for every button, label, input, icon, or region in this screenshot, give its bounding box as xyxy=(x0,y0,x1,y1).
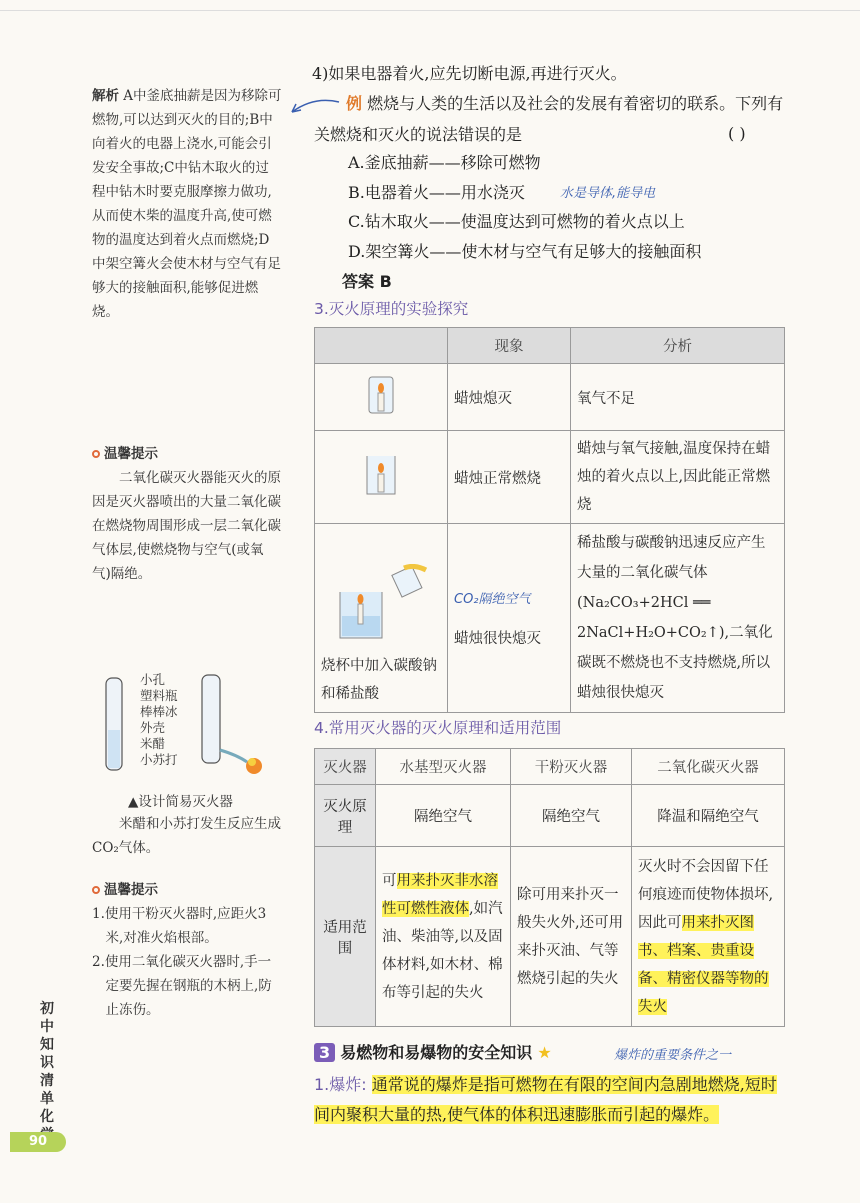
t2-principle-powder: 隔绝空气 xyxy=(511,785,632,847)
section-number-badge: 3 xyxy=(314,1043,335,1062)
candle-beaker-icon xyxy=(361,450,401,500)
top-rule xyxy=(0,10,860,11)
t1-head-0 xyxy=(315,328,448,364)
sec4-title: 4.常用灭火器的灭火原理和适用范围 xyxy=(314,719,562,737)
t2-scope-co2-a: 灭火时不会因留下任何痕迹而使物体损坏,因此可 xyxy=(638,858,774,931)
t2-head-1: 水基型灭火器 xyxy=(376,749,511,785)
beaker-pour-icon xyxy=(326,564,436,644)
hand-note-star: 爆炸的重要条件之一 xyxy=(614,1048,732,1063)
answer: 答案 B xyxy=(342,272,392,291)
fig-label-hole: 小孔 xyxy=(140,672,166,687)
candle-covered-icon xyxy=(361,373,401,417)
fig-caption: ▲设计简易灭火器 xyxy=(128,794,233,810)
fig-labels xyxy=(140,672,184,768)
t2-scope-water xyxy=(376,847,511,1027)
t2-principle-label: 灭火原理 xyxy=(315,785,376,847)
option-a: A.釜底抽薪——移除可燃物 xyxy=(348,153,541,172)
t2-scope-water-b: ,如汽油、柴油等,以及固体材料,如木材、棉布等引起的失火 xyxy=(382,900,503,1001)
answer-paren: ( ) xyxy=(728,124,746,143)
line-4: 4)如果电器着火,应先切断电源,再进行灭火。 xyxy=(312,64,627,83)
t1-r3-phen xyxy=(448,524,571,713)
t1-r3-phen-text: 蜡烛很快熄灭 xyxy=(454,631,541,647)
arrow-to-analysis xyxy=(284,94,344,122)
t1-head-1: 现象 xyxy=(448,328,571,364)
analysis-block xyxy=(92,84,282,324)
t2-principle-co2: 降温和隔绝空气 xyxy=(632,785,785,847)
option-d: D.架空篝火——使木材与空气有足够大的接触面积 xyxy=(348,241,702,261)
analysis-text: A中釜底抽薪是因为移除可燃物,可以达到灭火的目的;B中向着火的电器上浇水,可能会引发安全事故;C中钻木取火的过程中钻木时要克服摩擦力做功,从而使木柴的温度升高,使可燃物的温度达到着火点而燃烧;D中架空篝火会使木材与空气有足够大的接触面积,能够促进燃烧。 xyxy=(92,88,282,320)
extinguisher-table xyxy=(314,748,785,1027)
section3-heading xyxy=(314,1040,552,1063)
t2-scope-co2-hl: 用来扑灭图书、档案、贵重设备、精密仪器等物的失火 xyxy=(638,914,769,1015)
hand-note-b: 水是导体,能导电 xyxy=(560,186,656,201)
t2-scope-powder: 除可用来扑灭一般失火外,还可用来扑灭油、气等燃烧引起的失火 xyxy=(511,847,632,1027)
fig-label-bottle: 塑料瓶 xyxy=(140,688,178,703)
explosion-block xyxy=(314,1070,788,1130)
t1-r1-phen: 蜡烛熄灭 xyxy=(448,364,571,431)
fig-label-soda: 小苏打 xyxy=(140,752,178,767)
option-b: B.电器着火——用水浇灭 xyxy=(348,182,525,202)
option-c: C.钻木取火——使温度达到可燃物的着火点以上 xyxy=(348,212,685,231)
t1-r2-anal: 蜡烛与氧气接触,温度保持在蜡烛的着火点以上,因此能正常燃烧 xyxy=(571,431,785,524)
page-number: 90 xyxy=(10,1132,66,1152)
t1-r3-label: 烧杯中加入碳酸钠和稀盐酸 xyxy=(321,658,437,702)
tip1-title: 温馨提示 xyxy=(92,442,282,466)
t1-r1-anal: 氧气不足 xyxy=(571,364,785,431)
analysis-label: 解析 xyxy=(92,88,119,104)
example-text: 燃烧与人类的生活以及社会的发展有着密切的联系。下列有关燃烧和灭火的说法错误的是 xyxy=(314,94,784,144)
tip1-text: 二氧化碳灭火器能灭火的原因是灭火器喷出的大量二氧化碳在燃烧物周围形成一层二氧化碳气体层,使燃烧物与空气(或氧气)隔绝。 xyxy=(92,470,281,582)
tip2-item-1: 1.使用干粉灭火器时,应距火3米,对准火焰根部。 xyxy=(92,906,267,946)
t2-scope-water-a: 可 xyxy=(382,872,397,889)
book-title: 初中知识清单 化 xyxy=(40,1001,54,1125)
t2-principle-water: 隔绝空气 xyxy=(376,785,511,847)
hand-note-co2: CO₂隔绝空气 xyxy=(454,592,531,607)
tip2-title: 温馨提示 xyxy=(92,878,284,902)
t1-r2-phen: 蜡烛正常燃烧 xyxy=(448,431,571,524)
sec3-title: 3.灭火原理的实验探究 xyxy=(314,300,469,318)
t2-scope-label: 适用范围 xyxy=(315,847,376,1027)
t1-r2-img xyxy=(315,431,448,524)
tip2-block xyxy=(92,878,284,1022)
example-label: 例 xyxy=(346,94,363,113)
t2-scope-co2 xyxy=(632,847,785,1027)
t2-head-0: 灭火器 xyxy=(315,749,376,785)
t1-r3-img xyxy=(315,524,448,713)
t1-head-2: 分析 xyxy=(571,328,785,364)
experiment-table xyxy=(314,327,785,713)
t1-r3-anal: 稀盐酸与碳酸钠迅速反应产生大量的二氧化碳气体(Na₂CO₃+2HCl ══ 2NaCl+H₂O+CO₂↑),二氧化碳既不燃烧也不支持燃烧,所以蜡烛很快熄灭 xyxy=(571,524,785,713)
options-list xyxy=(348,148,788,266)
t1-r1-img xyxy=(315,364,448,431)
t2-head-3: 二氧化碳灭火器 xyxy=(632,749,785,785)
t2-head-2: 干粉灭火器 xyxy=(511,749,632,785)
star-icon: ★ xyxy=(537,1043,552,1062)
t2-scope-water-hl: 用来扑灭非水溶性可燃性液体 xyxy=(382,872,498,917)
tip1-block xyxy=(92,442,282,586)
section-title: 易燃物和易爆物的安全知识 xyxy=(340,1043,533,1062)
explosion-label: 1.爆炸: xyxy=(314,1075,367,1094)
explosion-text: 通常说的爆炸是指可燃物在有限的空间内急剧地燃烧,短时间内聚积大量的热,使气体的体积迅速膨胀而引起的爆炸。 xyxy=(314,1075,777,1124)
fig-note: 米醋和小苏打发生反应生成CO₂气体。 xyxy=(92,816,281,856)
fig-label-vinegar: 米醋 xyxy=(140,736,166,751)
tip2-item-2: 2.使用二氧化碳灭火器时,手一定要先握在钢瓶的木柄上,防止冻伤。 xyxy=(92,954,272,1018)
example-block xyxy=(314,88,788,150)
fig-label-shell: 棒棒冰外壳 xyxy=(140,704,178,735)
